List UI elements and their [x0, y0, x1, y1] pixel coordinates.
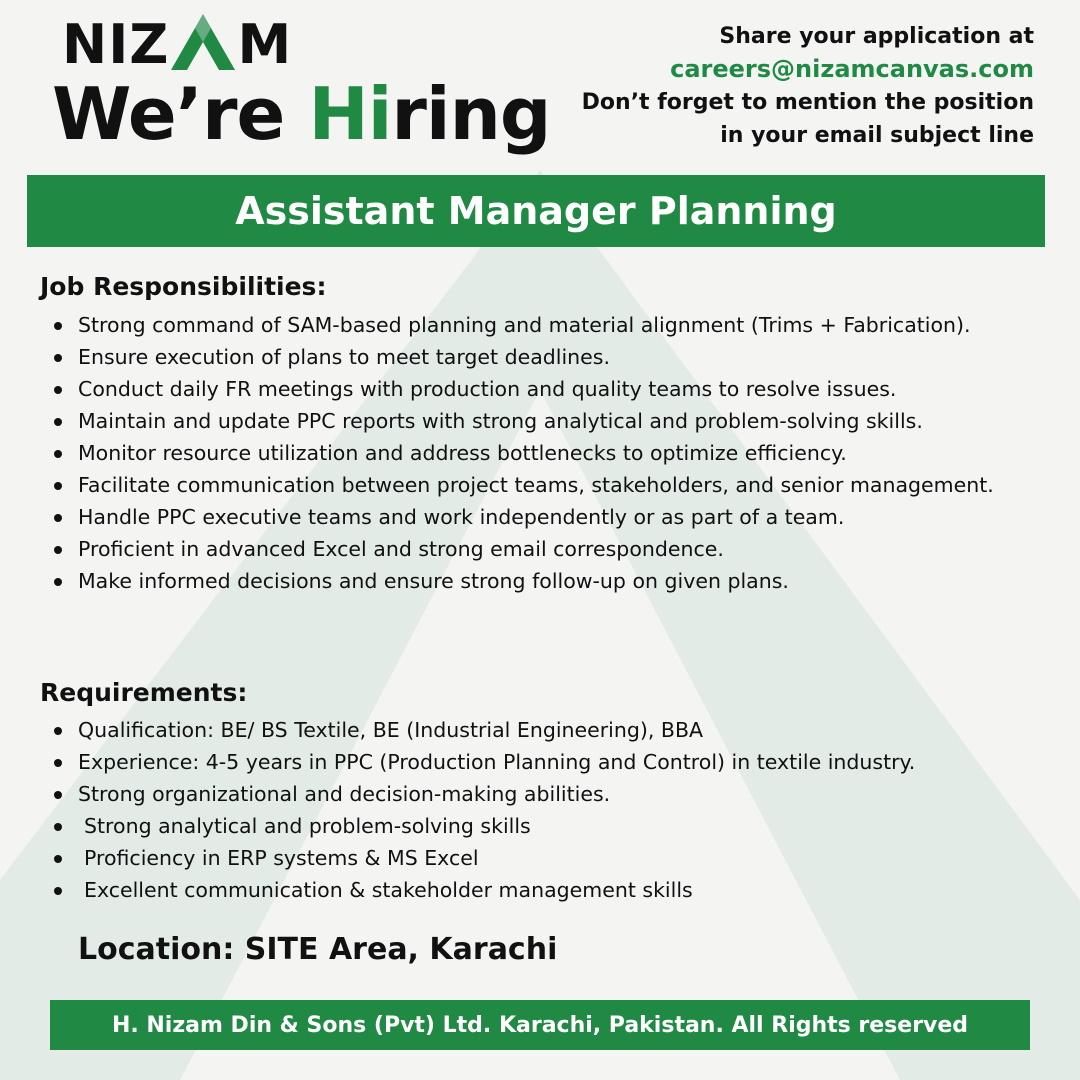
job-location: Location: SITE Area, Karachi — [78, 932, 558, 967]
list-item: Proficient in advanced Excel and strong email correspondence. — [38, 533, 1030, 565]
application-info — [582, 20, 1034, 152]
apply-line-4: in your email subject line — [720, 123, 1034, 148]
list-item: Ensure execution of plans to meet target deadlines. — [38, 341, 1030, 373]
careers-email-link[interactable]: careers@nizamcanvas.com — [670, 55, 1034, 83]
position-title-bar — [27, 175, 1045, 247]
nizam-logo — [62, 8, 293, 76]
footer-copyright: H. Nizam Din & Sons (Pvt) Ltd. Karachi, Pakistan. All Rights reserved — [111, 1012, 969, 1038]
list-item: Strong analytical and problem-solving skills — [38, 810, 1030, 842]
list-item: Maintain and update PPC reports with strong analytical and problem-solving skills. — [38, 405, 1030, 437]
nizam-a-peak-icon — [171, 14, 235, 72]
list-item: Monitor resource utilization and address bottlenecks to optimize efficiency. — [38, 437, 1030, 469]
headline-highlight: Hi — [308, 72, 392, 156]
list-item: Make informed decisions and ensure strong follow-up on given plans. — [38, 565, 1030, 597]
apply-line-1: Share your application at — [719, 24, 1034, 49]
headline-part1: We’re — [52, 72, 309, 156]
list-item: Handle PPC executive teams and work independently or as part of a team. — [38, 501, 1030, 533]
responsibilities-list — [38, 309, 1030, 597]
logo-text-prefix: NIZ — [62, 13, 170, 76]
position-title: Assistant Manager Planning — [235, 189, 837, 233]
responsibilities-heading: Job Responsibilities: — [40, 272, 327, 301]
logo-text-suffix: M — [237, 13, 293, 76]
list-item: Strong organizational and decision-making abilities. — [38, 778, 1030, 810]
list-item: Proficiency in ERP systems & MS Excel — [38, 842, 1030, 874]
requirements-heading: Requirements: — [40, 678, 248, 707]
list-item: Strong command of SAM-based planning and material alignment (Trims + Fabrication). — [38, 309, 1030, 341]
list-item: Facilitate communication between project teams, stakeholders, and senior management. — [38, 469, 1030, 501]
apply-line-3: Don’t forget to mention the position — [581, 90, 1034, 115]
list-item: Excellent communication & stakeholder management skills — [38, 874, 1030, 906]
footer-bar — [50, 1000, 1030, 1050]
list-item: Qualification: BE/ BS Textile, BE (Industrial Engineering), BBA — [38, 714, 1030, 746]
headline-part2: ring — [391, 72, 551, 156]
list-item: Conduct daily FR meetings with production and quality teams to resolve issues. — [38, 373, 1030, 405]
requirements-list — [38, 714, 1030, 906]
hiring-headline — [52, 72, 551, 156]
list-item: Experience: 4-5 years in PPC (Production Planning and Control) in textile industry. — [38, 746, 1030, 778]
